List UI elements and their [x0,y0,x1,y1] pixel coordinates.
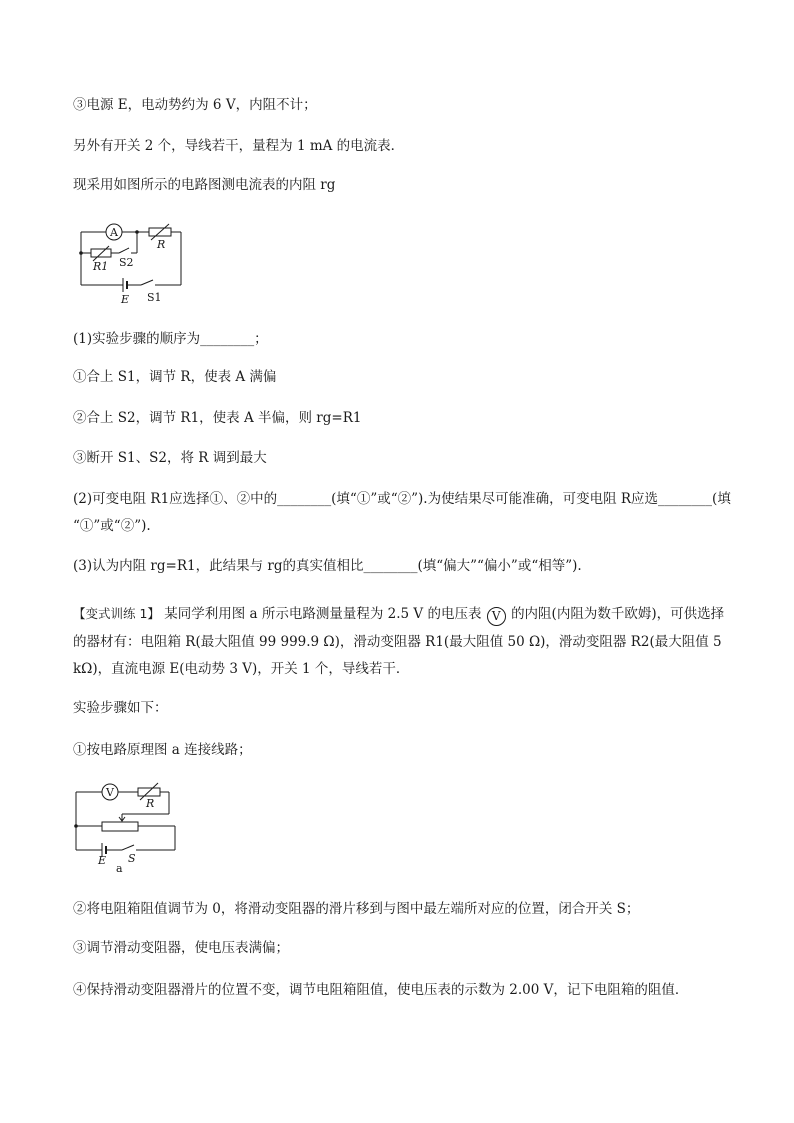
ammeter-label: A [110,226,118,239]
resistor-r1-label: R1 [93,260,109,273]
circuit-diagram-1 [73,212,188,307]
steps-heading: 实验步骤如下： [73,700,168,716]
variant-text-b: 的内阻(内阻为数千欧姆)，可供选择 [511,606,725,622]
voltmeter-icon: V [487,607,506,626]
resistor-r-label: R [157,238,166,251]
switch-s-label: S [128,852,136,865]
variant-tag: 【变式训练 1】 [73,606,160,621]
variant-training-line-1 [73,605,724,626]
battery-e-label: E [121,293,130,306]
text-line-switches: 另外有开关 2 个，导线若干，量程为 1 mA 的电流表． [73,138,405,154]
step-3: ③调节滑动变阻器，使电压表满偏； [73,940,289,956]
resistor-box-r-label: R [146,797,155,810]
question-2-line-2: “①”或“②”). [73,518,151,534]
battery-e-label-2: E [98,854,107,867]
step-option-1: ①合上 S1，调节 R，使表 A 满偏 [73,369,277,385]
voltmeter-label: V [106,786,114,799]
step-option-3: ③断开 S1、S2，将 R 调到最大 [73,450,267,466]
figure-caption-a: a [116,862,123,875]
question-2-line-1: (2)可变电阻 R1应选择①、②中的________(填“①”或“②”).为使结果尽可能准确，可变电阻 R应选________(填 [73,491,731,507]
step-4: ④保持滑动变阻器滑片的位置不变，调节电阻箱阻值，使电压表的示数为 2.00 V，记下电阻箱的阻值． [73,982,689,998]
step-option-2: ②合上 S2，调节 R1，使表 A 半偏，则 rg=R1 [73,410,362,426]
question-1: (1)实验步骤的顺序为________； [73,331,268,347]
variant-training-line-3: kΩ)，直流电源 E(电动势 3 V)，开关 1 个，导线若干． [73,661,410,677]
step-1: ①按电路原理图 a 连接线路； [73,742,252,758]
circuit-diagram-2 [72,780,187,875]
variant-text-a: 某同学利用图 a 所示电路测量量程为 2.5 V 的电压表 [164,606,482,622]
question-3: (3)认为内阻 rg=R1，此结果与 rg的真实值相比________(填“偏大”“偏小”或“相等”). [73,558,582,574]
text-line-power-source: ③电源 E，电动势约为 6 V，内阻不计； [73,97,317,113]
switch-s2-label: S2 [119,256,134,269]
step-2: ②将电阻箱阻值调节为 0，将滑动变阻器的滑片移到与图中最左端所对应的位置，闭合开关 S； [73,901,640,917]
switch-s1-label: S1 [147,291,162,304]
text-line-method: 现采用如图所示的电路图测电流表的内阻 rg [73,177,336,193]
variant-training-line-2: 的器材有：电阻箱 R(最大阻值 99 999.9 Ω)，滑动变阻器 R1(最大阻值 50 Ω)，滑动变阻器 R2(最大阻值 5 [73,634,722,650]
